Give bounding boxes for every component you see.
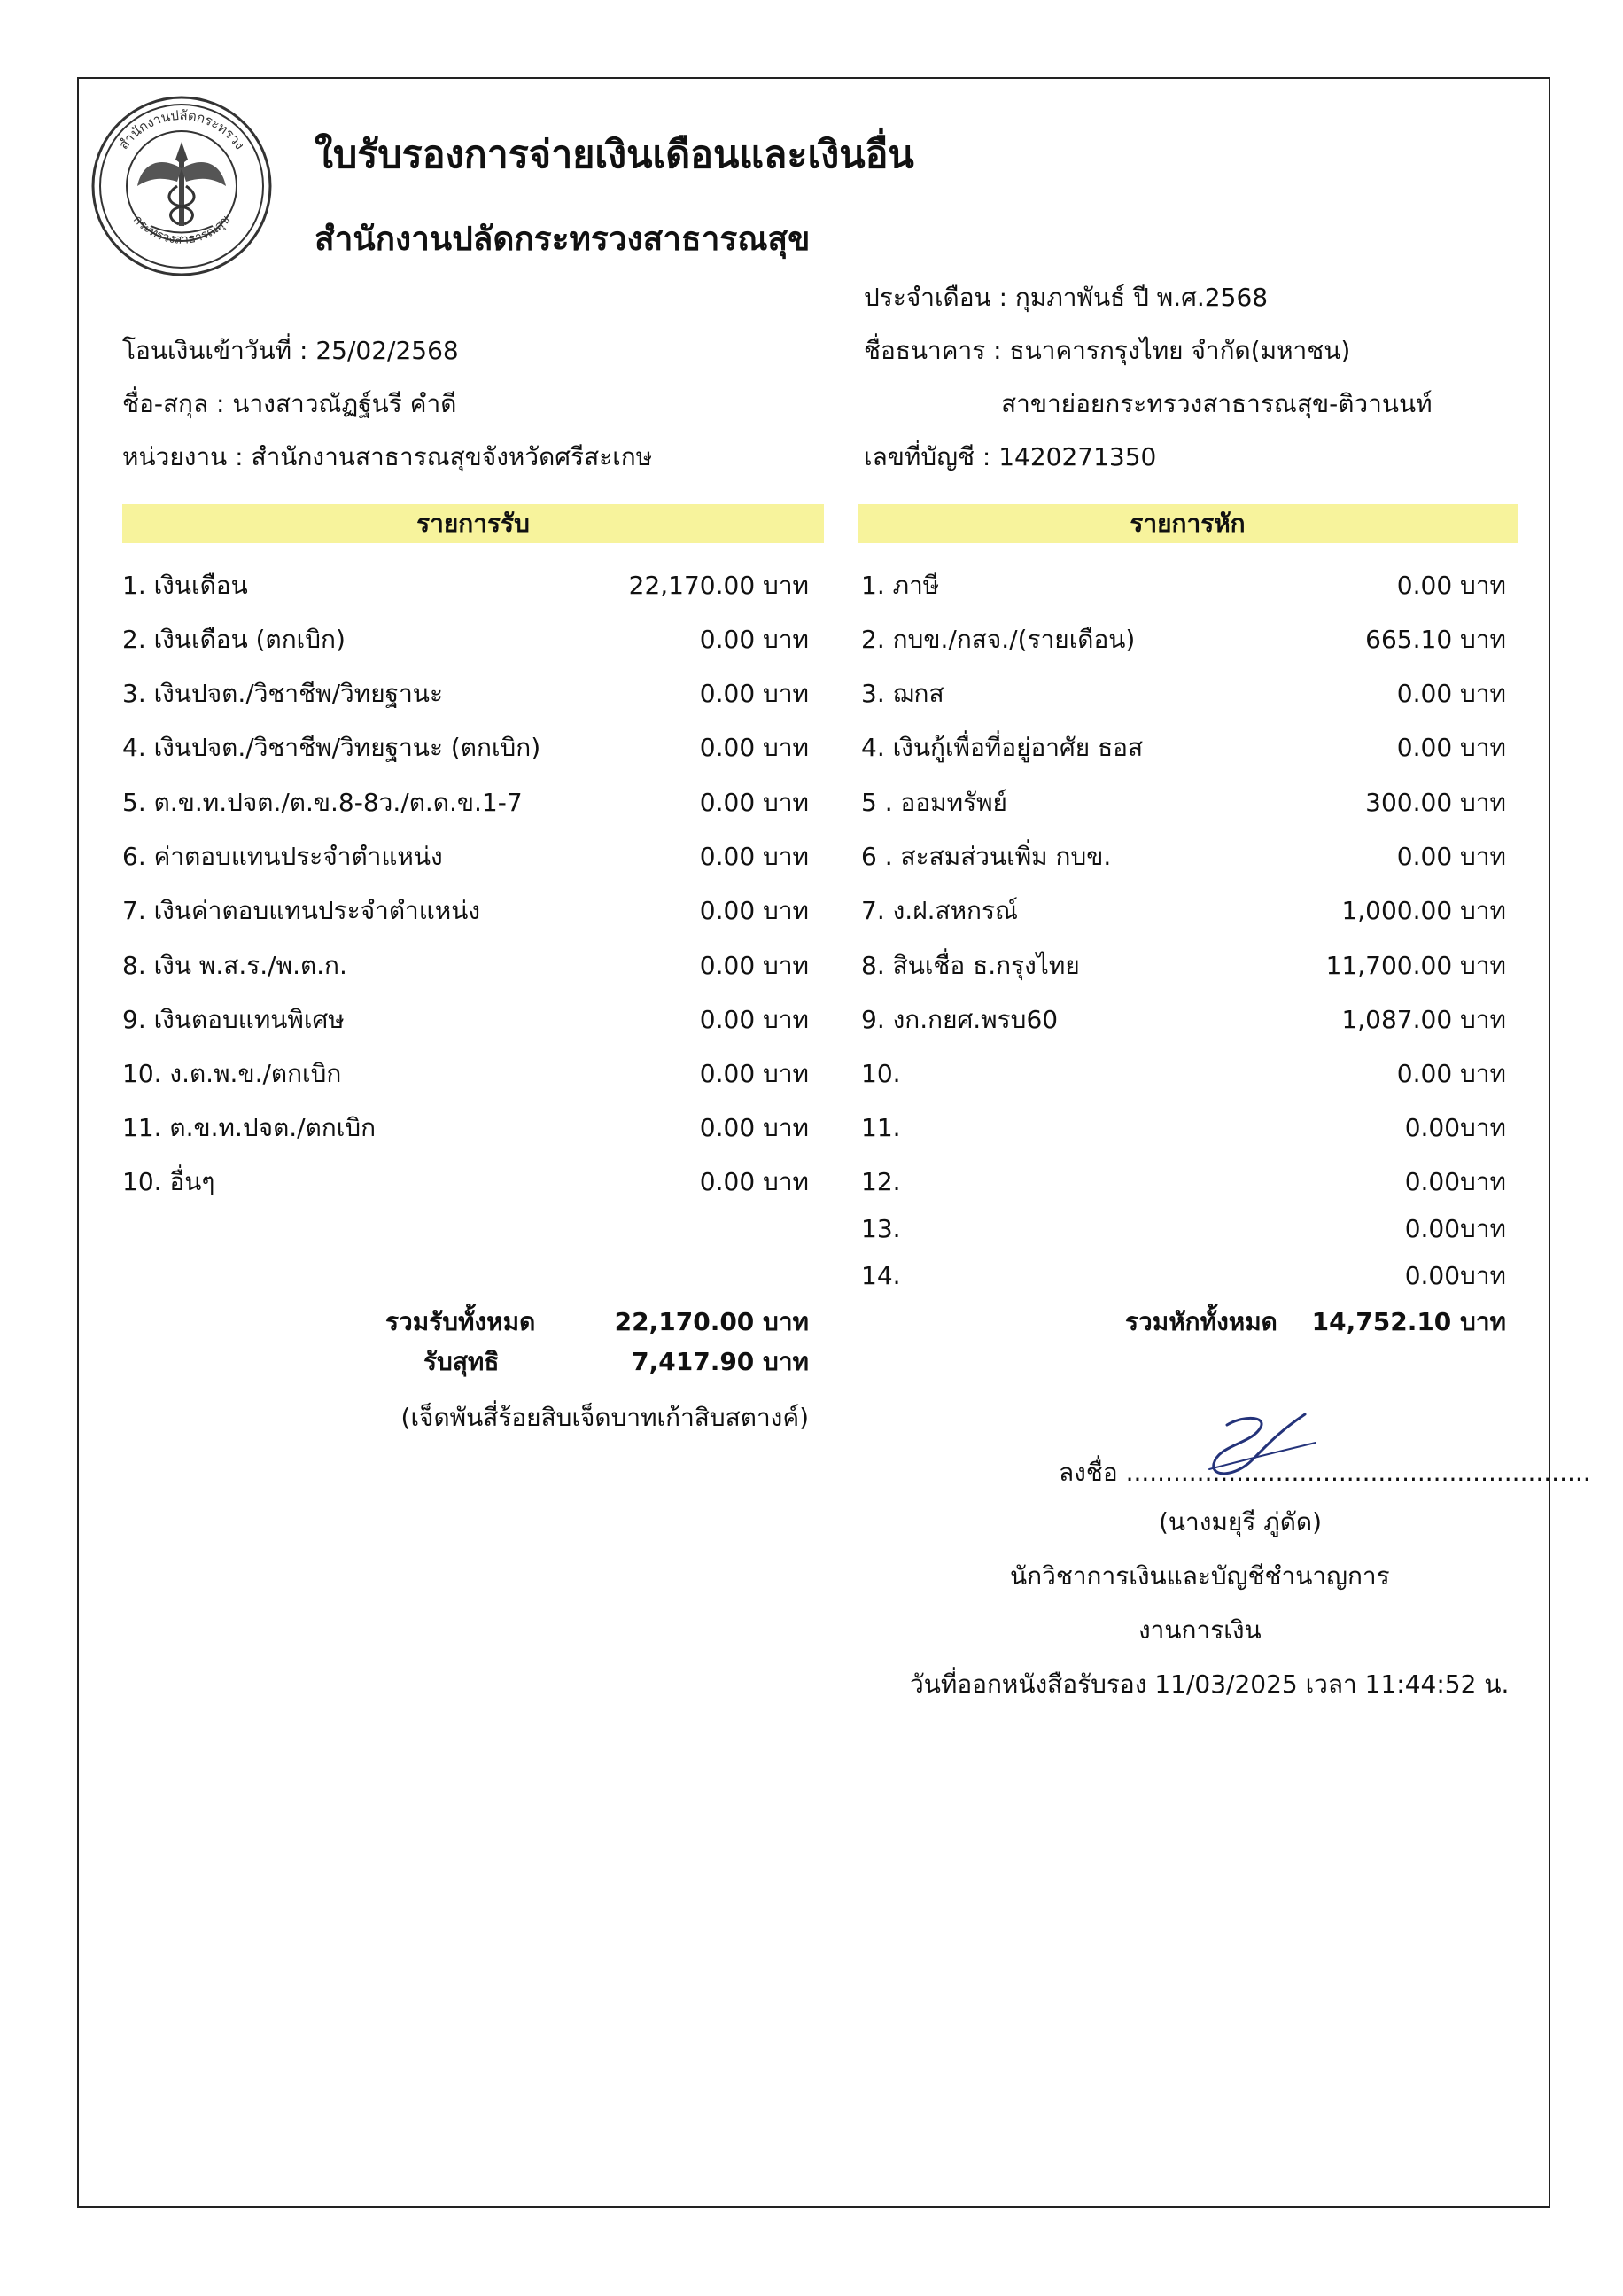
deduction-label: 11. bbox=[861, 1113, 901, 1142]
document-title: ใบรับรองการจ่ายเงินเดือนและเงินอื่น bbox=[315, 133, 914, 177]
income-amount: 0.00 บาท bbox=[699, 1167, 809, 1196]
deduction-amount: 0.00บาท bbox=[1404, 1214, 1506, 1243]
deduction-label: 10. bbox=[861, 1059, 901, 1088]
income-label: 4. เงินปจต./วิชาชีพ/วิทยฐานะ (ตกเบิก) bbox=[122, 733, 541, 762]
bank-branch: สาขาย่อยกระทรวงสาธารณสุข-ติวานนท์ bbox=[1001, 389, 1433, 418]
signature-dots: ........................................................... bbox=[1125, 1458, 1591, 1487]
deduction-row bbox=[861, 622, 1506, 658]
income-row bbox=[122, 1110, 809, 1146]
income-row bbox=[122, 839, 809, 875]
deduction-amount: 1,087.00 บาท bbox=[1341, 1005, 1506, 1034]
income-row bbox=[122, 948, 809, 984]
income-row bbox=[122, 568, 809, 603]
income-amount: 22,170.00 บาท bbox=[628, 571, 809, 600]
deduction-row bbox=[861, 1056, 1506, 1092]
income-total-label: รวมรับทั้งหมด bbox=[385, 1307, 536, 1336]
deduction-amount: 0.00 บาท bbox=[1396, 842, 1506, 871]
document-subtitle: สำนักงานปลัดกระทรวงสาธารณสุข bbox=[315, 220, 811, 258]
deduction-label: 14. bbox=[861, 1261, 901, 1290]
deduction-label: 7. ง.ฝ.สหกรณ์ bbox=[861, 896, 1019, 925]
sign-label: ลงชื่อ bbox=[1059, 1458, 1118, 1487]
deduction-amount: 0.00บาท bbox=[1404, 1261, 1506, 1290]
deduction-total-label: รวมหักทั้งหมด bbox=[1125, 1307, 1277, 1336]
deduction-row bbox=[861, 785, 1506, 821]
income-row bbox=[122, 1056, 809, 1092]
seal-text-bottom: กระทรวงสาธารณสุข bbox=[129, 213, 234, 247]
deduction-amount: 11,700.00 บาท bbox=[1325, 951, 1506, 980]
deduction-label: 5 . ออมทรัพย์ bbox=[861, 788, 1007, 817]
income-row bbox=[122, 1002, 809, 1038]
income-row bbox=[122, 1164, 809, 1200]
income-label: 1. เงินเดือน bbox=[122, 571, 248, 600]
deduction-amount: 300.00 บาท bbox=[1365, 788, 1506, 817]
signature-line bbox=[1059, 1453, 1591, 1492]
income-amount: 0.00 บาท bbox=[699, 625, 809, 654]
income-label: 3. เงินปจต./วิชาชีพ/วิทยฐานะ bbox=[122, 679, 443, 708]
income-label: 10. ง.ต.พ.ข./ตกเบิก bbox=[122, 1059, 342, 1088]
bank-name: ชื่อธนาคาร : ธนาคารกรุงไทย จำกัด(มหาชน) bbox=[864, 336, 1351, 365]
deduction-row bbox=[861, 893, 1506, 929]
deduction-row bbox=[861, 1002, 1506, 1038]
deduction-row bbox=[861, 1211, 1506, 1247]
deduction-row bbox=[861, 1258, 1506, 1294]
employee-unit: หน่วยงาน : สำนักงานสาธารณสุขจังหวัดศรีสะเกษ bbox=[122, 442, 653, 471]
deduction-amount: 0.00บาท bbox=[1404, 1167, 1506, 1196]
income-total-amount: 22,170.00 บาท bbox=[614, 1307, 809, 1336]
deduction-row bbox=[861, 948, 1506, 984]
income-label: 9. เงินตอบแทนพิเศษ bbox=[122, 1005, 345, 1034]
income-amount: 0.00 บาท bbox=[699, 788, 809, 817]
deduction-row bbox=[861, 730, 1506, 766]
deduction-amount: 665.10 บาท bbox=[1365, 625, 1506, 654]
deduction-amount: 0.00 บาท bbox=[1396, 679, 1506, 708]
net-pay-label: รับสุทธิ bbox=[423, 1347, 500, 1376]
deduction-row bbox=[861, 1164, 1506, 1200]
income-row bbox=[122, 893, 809, 929]
issue-datetime: วันที่ออกหนังสือรับรอง 11/03/2025 เวลา 11:44:52 น. bbox=[910, 1669, 1510, 1699]
net-pay-amount: 7,417.90 บาท bbox=[632, 1347, 809, 1376]
employee-name: ชื่อ-สกุล : นางสาวณัฏฐ์นรี คำดี bbox=[122, 389, 457, 418]
income-amount: 0.00 บาท bbox=[699, 1113, 809, 1142]
seal-text-top: สำนักงานปลัดกระทรวง bbox=[115, 106, 248, 153]
deduction-label: 4. เงินกู้เพื่อที่อยู่อาศัย ธอส bbox=[861, 733, 1144, 762]
income-label: 5. ต.ข.ท.ปจต./ต.ข.8-8ว./ต.ด.ข.1-7 bbox=[122, 788, 523, 817]
deduction-label: 1. ภาษี bbox=[861, 571, 940, 600]
income-amount: 0.00 บาท bbox=[699, 842, 809, 871]
account-number: เลขที่บัญชี : 1420271350 bbox=[864, 442, 1157, 471]
income-row bbox=[122, 622, 809, 658]
income-amount: 0.00 บาท bbox=[699, 679, 809, 708]
deduction-amount: 0.00 บาท bbox=[1396, 733, 1506, 762]
income-label: 10. อื่นๆ bbox=[122, 1167, 215, 1196]
income-label: 7. เงินค่าตอบแทนประจำตำแหน่ง bbox=[122, 896, 481, 925]
deduction-row bbox=[861, 568, 1506, 603]
deduction-label: 6 . สะสมส่วนเพิ่ม กบข. bbox=[861, 842, 1112, 871]
income-amount: 0.00 บาท bbox=[699, 733, 809, 762]
deduction-label: 8. สินเชื่อ ธ.กรุงไทย bbox=[861, 951, 1080, 980]
income-heading: รายการรับ bbox=[122, 504, 824, 543]
signer-position: นักวิชาการเงินและบัญชีชำนาญการ bbox=[1010, 1561, 1390, 1591]
deduction-amount: 0.00 บาท bbox=[1396, 571, 1506, 600]
deduction-label: 9. งก.กยศ.พรบ60 bbox=[861, 1005, 1059, 1034]
income-amount: 0.00 บาท bbox=[699, 951, 809, 980]
pay-month: ประจำเดือน : กุมภาพันธ์ ปี พ.ศ.2568 bbox=[864, 283, 1269, 312]
ministry-seal-logo bbox=[89, 93, 275, 279]
income-label: 2. เงินเดือน (ตกเบิก) bbox=[122, 625, 346, 654]
deduction-total-amount: 14,752.10 บาท bbox=[1311, 1307, 1506, 1336]
deduction-label: 13. bbox=[861, 1214, 901, 1243]
income-amount: 0.00 บาท bbox=[699, 1059, 809, 1088]
signer-name: (นางมยุรี ภู่ดัด) bbox=[1158, 1507, 1322, 1537]
income-label: 6. ค่าตอบแทนประจำตำแหน่ง bbox=[122, 842, 443, 871]
income-label: 11. ต.ข.ท.ปจต./ตกเบิก bbox=[122, 1113, 377, 1142]
deduction-label: 3. ฌกส bbox=[861, 679, 944, 708]
transfer-date: โอนเงินเข้าวันที่ : 25/02/2568 bbox=[122, 336, 459, 365]
deduction-row bbox=[861, 839, 1506, 875]
deduction-heading: รายการหัก bbox=[858, 504, 1518, 543]
deduction-row bbox=[861, 676, 1506, 712]
deduction-amount: 0.00 บาท bbox=[1396, 1059, 1506, 1088]
income-amount: 0.00 บาท bbox=[699, 896, 809, 925]
deduction-amount: 1,000.00 บาท bbox=[1341, 896, 1506, 925]
deduction-label: 12. bbox=[861, 1167, 901, 1196]
net-pay-words: (เจ็ดพันสี่ร้อยสิบเจ็ดบาทเก้าสิบสตางค์) bbox=[400, 1403, 809, 1432]
income-row bbox=[122, 730, 809, 766]
deduction-row bbox=[861, 1110, 1506, 1146]
handwritten-signature bbox=[1192, 1409, 1324, 1489]
deduction-label: 2. กบข./กสจ./(รายเดือน) bbox=[861, 625, 1136, 654]
signer-department: งานการเงิน bbox=[1138, 1615, 1262, 1645]
income-label: 8. เงิน พ.ส.ร./พ.ต.ก. bbox=[122, 951, 347, 980]
income-amount: 0.00 บาท bbox=[699, 1005, 809, 1034]
income-row bbox=[122, 676, 809, 712]
income-row bbox=[122, 785, 809, 821]
deduction-amount: 0.00บาท bbox=[1404, 1113, 1506, 1142]
